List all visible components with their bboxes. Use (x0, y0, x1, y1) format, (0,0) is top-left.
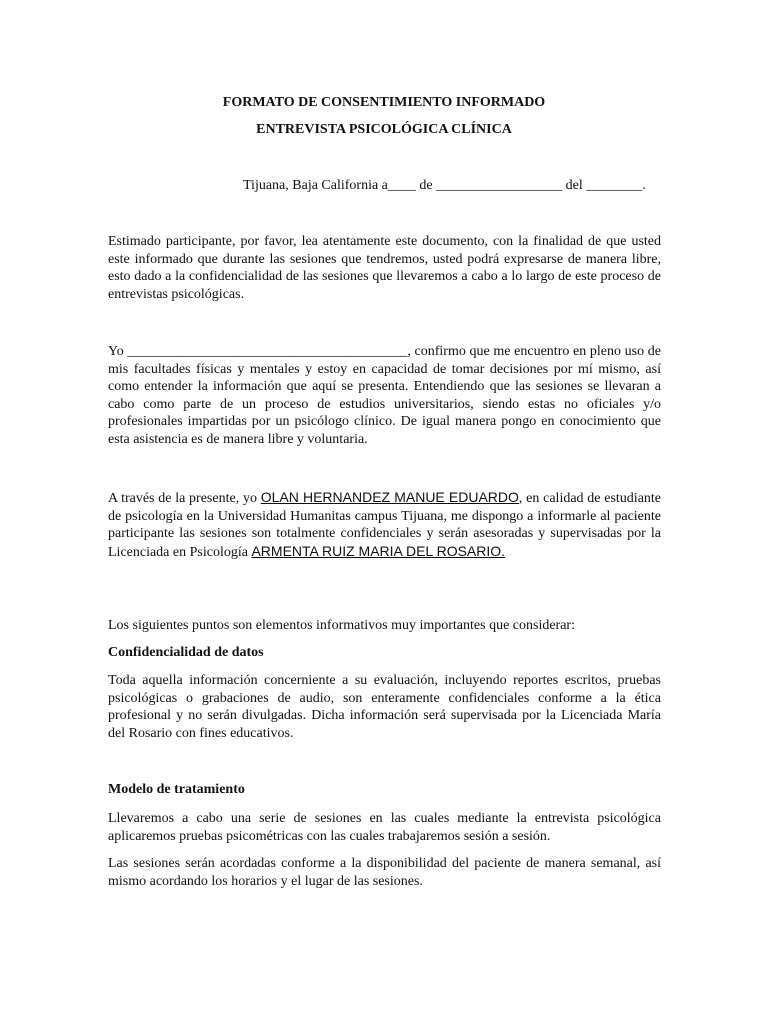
supervisor-name: ARMENTA RUIZ MARIA DEL ROSARIO. (251, 542, 506, 559)
treatment-paragraph-2: Las sesiones serán acordadas conforme a la disponibilidad del paciente de manera semanal, así mismo acordando los horarios y el lugar de las sesiones. (108, 856, 661, 889)
consent-paragraph: Yo ________________________________________, confirmo que me encuentro en pleno uso de mis facultades físicas y mentales y estoy en capacidad de tomar decisiones por mí mismo, así como entender la información que aquí se presenta. Entendiendo que las sesiones se llevaran a cabo como parte de un proceso de estudios universitarios, siendo estas no oficiales y/o profesionales impartidas por un psicólogo clínico. De igual manera pongo en conocimiento que esta asistencia es de manera libre y voluntaria. (108, 344, 661, 447)
confidentiality-heading: Confidencialidad de datos (108, 645, 264, 660)
student-middle-text: , en calidad de estudiante de psicología en la Universidad Humanitas campus Tijuana, me dispongo a informarle al paciente participante las sesiones son totalmente confidenciales y serán asesoradas y supervisadas por la Licenciada en Psicología (108, 491, 662, 560)
place-date-line: Tijuana, Baja California a____ de __________________ del ________. (243, 178, 646, 193)
treatment-paragraph-1: Llevaremos a cabo una serie de sesiones en las cuales mediante la entrevista psicológica aplicaremos pruebas psicométricas con las cuales trabajaremos sesión a sesión. (108, 811, 661, 844)
document-subtitle: ENTREVISTA PSICOLÓGICA CLÍNICA (256, 122, 512, 137)
points-intro: Los siguientes puntos son elementos informativos muy importantes que considerar: (108, 618, 575, 633)
student-paragraph (108, 489, 661, 561)
intro-paragraph: Estimado participante, por favor, lea atentamente este documento, con la finalidad de que usted este informado que durante las sesiones que tendremos, usted podrá expresarse de manera libre, esto dado a la confidencialidad de las sesiones que llevaremos a cabo a lo largo de este proceso de entrevistas psicológicas. (108, 234, 661, 302)
student-name: OLAN HERNANDEZ MANUE EDUARDO (260, 489, 519, 505)
document-title: FORMATO DE CONSENTIMIENTO INFORMADO (222, 95, 546, 110)
treatment-heading: Modelo de tratamiento (108, 782, 245, 797)
confidentiality-paragraph: Toda aquella información concerniente a su evaluación, incluyendo reportes escritos, pruebas psicológicas o grabaciones de audio, son enteramente confidenciales conforme a la ética profesional y no serán divulgadas. Dicha información será supervisada por la Licenciada María del Rosario con fines educativos. (108, 673, 661, 741)
student-intro-text: A través de la presente, yo (108, 491, 257, 506)
